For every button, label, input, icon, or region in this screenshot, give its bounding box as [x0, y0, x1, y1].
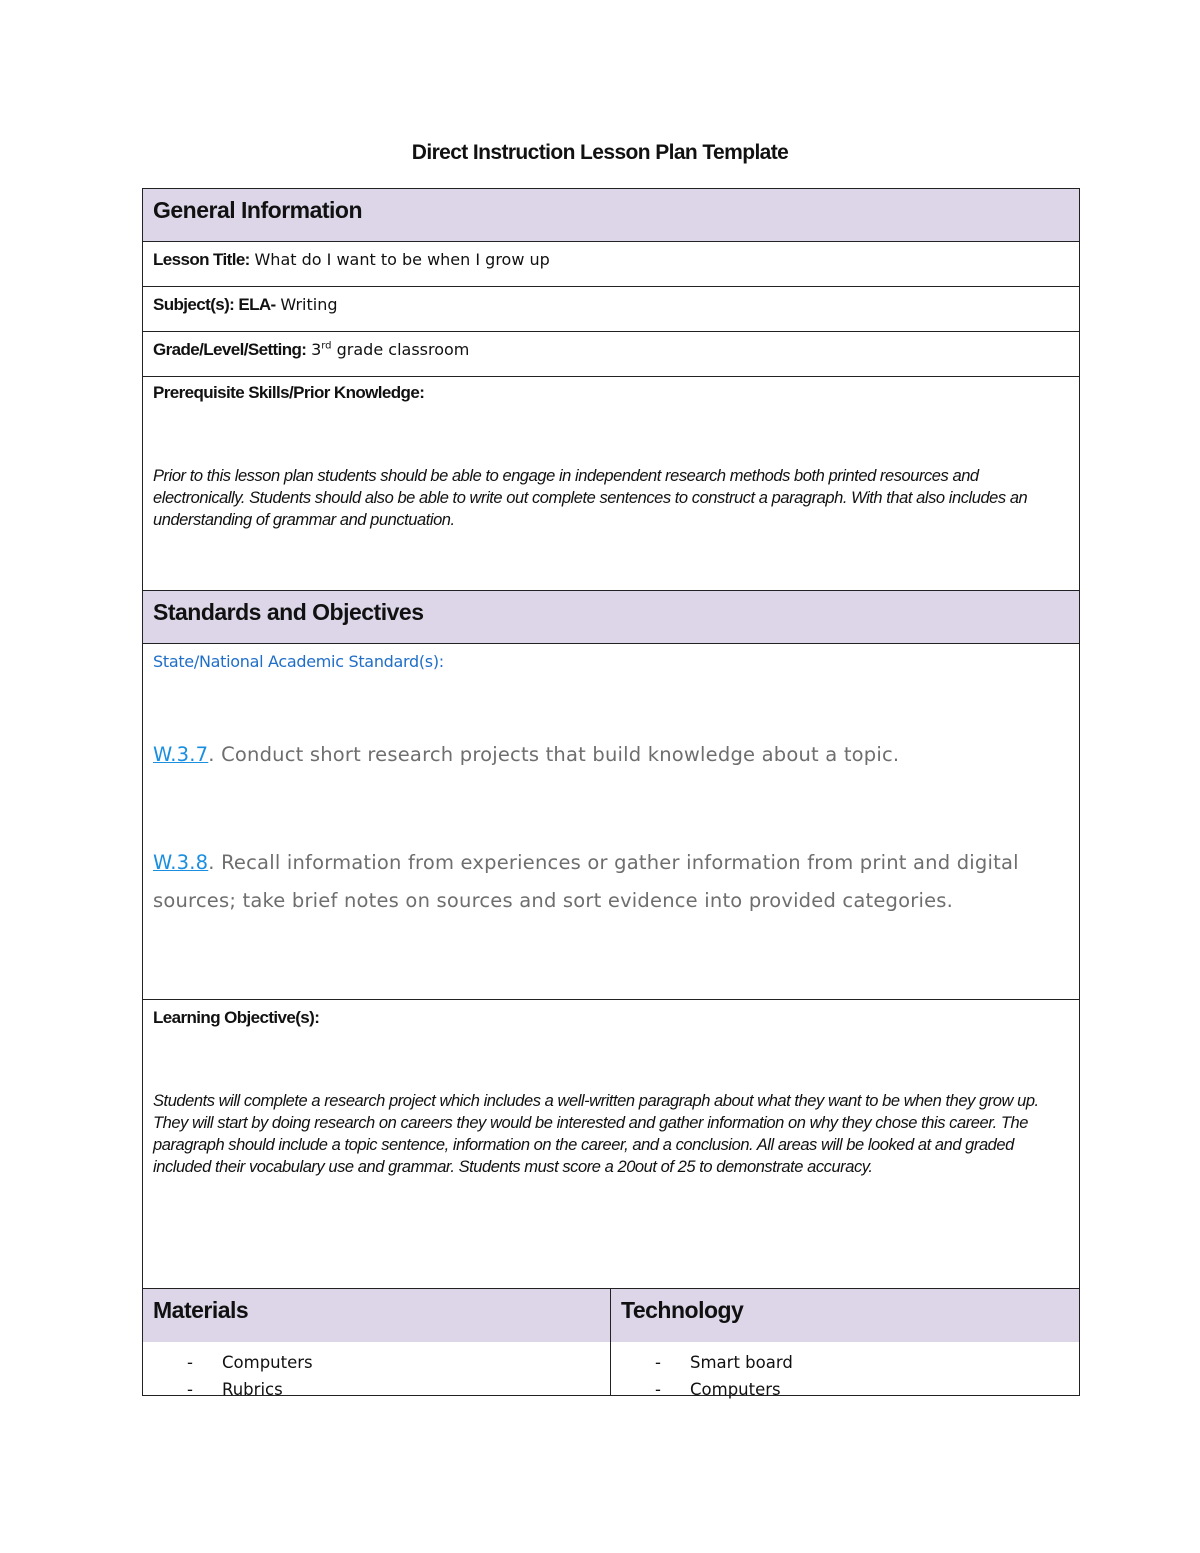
grade-row — [143, 332, 1079, 377]
learning-objective-label: Learning Objective(s): — [153, 1008, 320, 1027]
standards-objectives-heading — [143, 591, 1079, 644]
technology-list-cell — [611, 1342, 1079, 1399]
grade-value — [311, 340, 469, 359]
technology-item: Smart board — [690, 1353, 793, 1372]
technology-heading-text: Technology — [621, 1297, 744, 1323]
grade-setting: grade classroom — [336, 340, 470, 359]
list-item: - Smart board — [655, 1350, 1079, 1377]
materials-heading — [143, 1289, 611, 1342]
prerequisite-text: Prior to this lesson plan students should be able to engage in independent research methods both printed resources and electronically. Students should also be able to write out complete sentences to construct a paragraph. With that also includes an understanding of grammar and punctuation. — [153, 467, 1028, 529]
standard-label: State/National Academic Standard(s): — [153, 652, 444, 671]
standard-description: . Recall information from experiences or gather information from print and digital sources; take brief notes on sources and sort evidence into provided categories. — [153, 851, 1019, 912]
list-item: - Rubrics — [187, 1377, 610, 1404]
standard-item — [153, 736, 1069, 774]
subjects-label: Subject(s): ELA- — [153, 295, 276, 314]
standards-heading-text: Standards and Objectives — [153, 599, 424, 625]
lesson-title-row — [143, 242, 1079, 287]
lesson-title-value: What do I want to be when I grow up — [254, 250, 550, 269]
materials-list-cell — [143, 1342, 611, 1399]
learning-objectives-row — [143, 1000, 1079, 1289]
materials-list — [143, 1342, 610, 1404]
standard-item — [153, 844, 1069, 920]
lesson-title-label: Lesson Title: — [153, 250, 250, 269]
general-heading-text: General Information — [153, 197, 363, 223]
materials-technology-heading-row — [143, 1289, 1079, 1342]
standard-code-link[interactable]: W.3.8 — [153, 851, 209, 874]
standard-description: . Conduct short research projects that build knowledge about a topic. — [208, 743, 900, 766]
standard-code-link[interactable]: W.3.7 — [153, 743, 209, 766]
standards-row — [143, 644, 1079, 1000]
materials-technology-list-row — [143, 1342, 1079, 1399]
learning-objective-text: Students will complete a research project which includes a well-written paragraph about what they want to be when they grow up. They will start by doing research on careers they would be interested and gather information on why they chose this career. The paragraph should include a topic sentence, information on the career, and a conclusion. All areas will be looked at and graded included their vocabulary use and grammar. Students must score a 20out of 25 to demonstrate accuracy. — [153, 1092, 1039, 1176]
general-information-heading — [143, 189, 1079, 242]
technology-item: Computers — [690, 1380, 781, 1399]
grade-label: Grade/Level/Setting: — [153, 340, 307, 359]
materials-item: Computers — [222, 1353, 313, 1372]
lesson-plan-table — [142, 188, 1080, 1399]
grade-number: 3 — [311, 340, 322, 359]
list-item: - Computers — [187, 1350, 610, 1377]
materials-item: Rubrics — [222, 1380, 283, 1399]
grade-suffix: rd — [321, 340, 332, 352]
list-item: - Computers — [655, 1377, 1079, 1404]
subjects-row — [143, 287, 1079, 332]
subjects-value: Writing — [280, 295, 338, 314]
prerequisite-row — [143, 377, 1079, 591]
prerequisite-label: Prerequisite Skills/Prior Knowledge: — [153, 383, 425, 402]
document-title: Direct Instruction Lesson Plan Template — [411, 141, 789, 164]
materials-heading-text: Materials — [153, 1297, 249, 1323]
technology-heading — [611, 1289, 1079, 1342]
technology-list — [611, 1342, 1079, 1404]
